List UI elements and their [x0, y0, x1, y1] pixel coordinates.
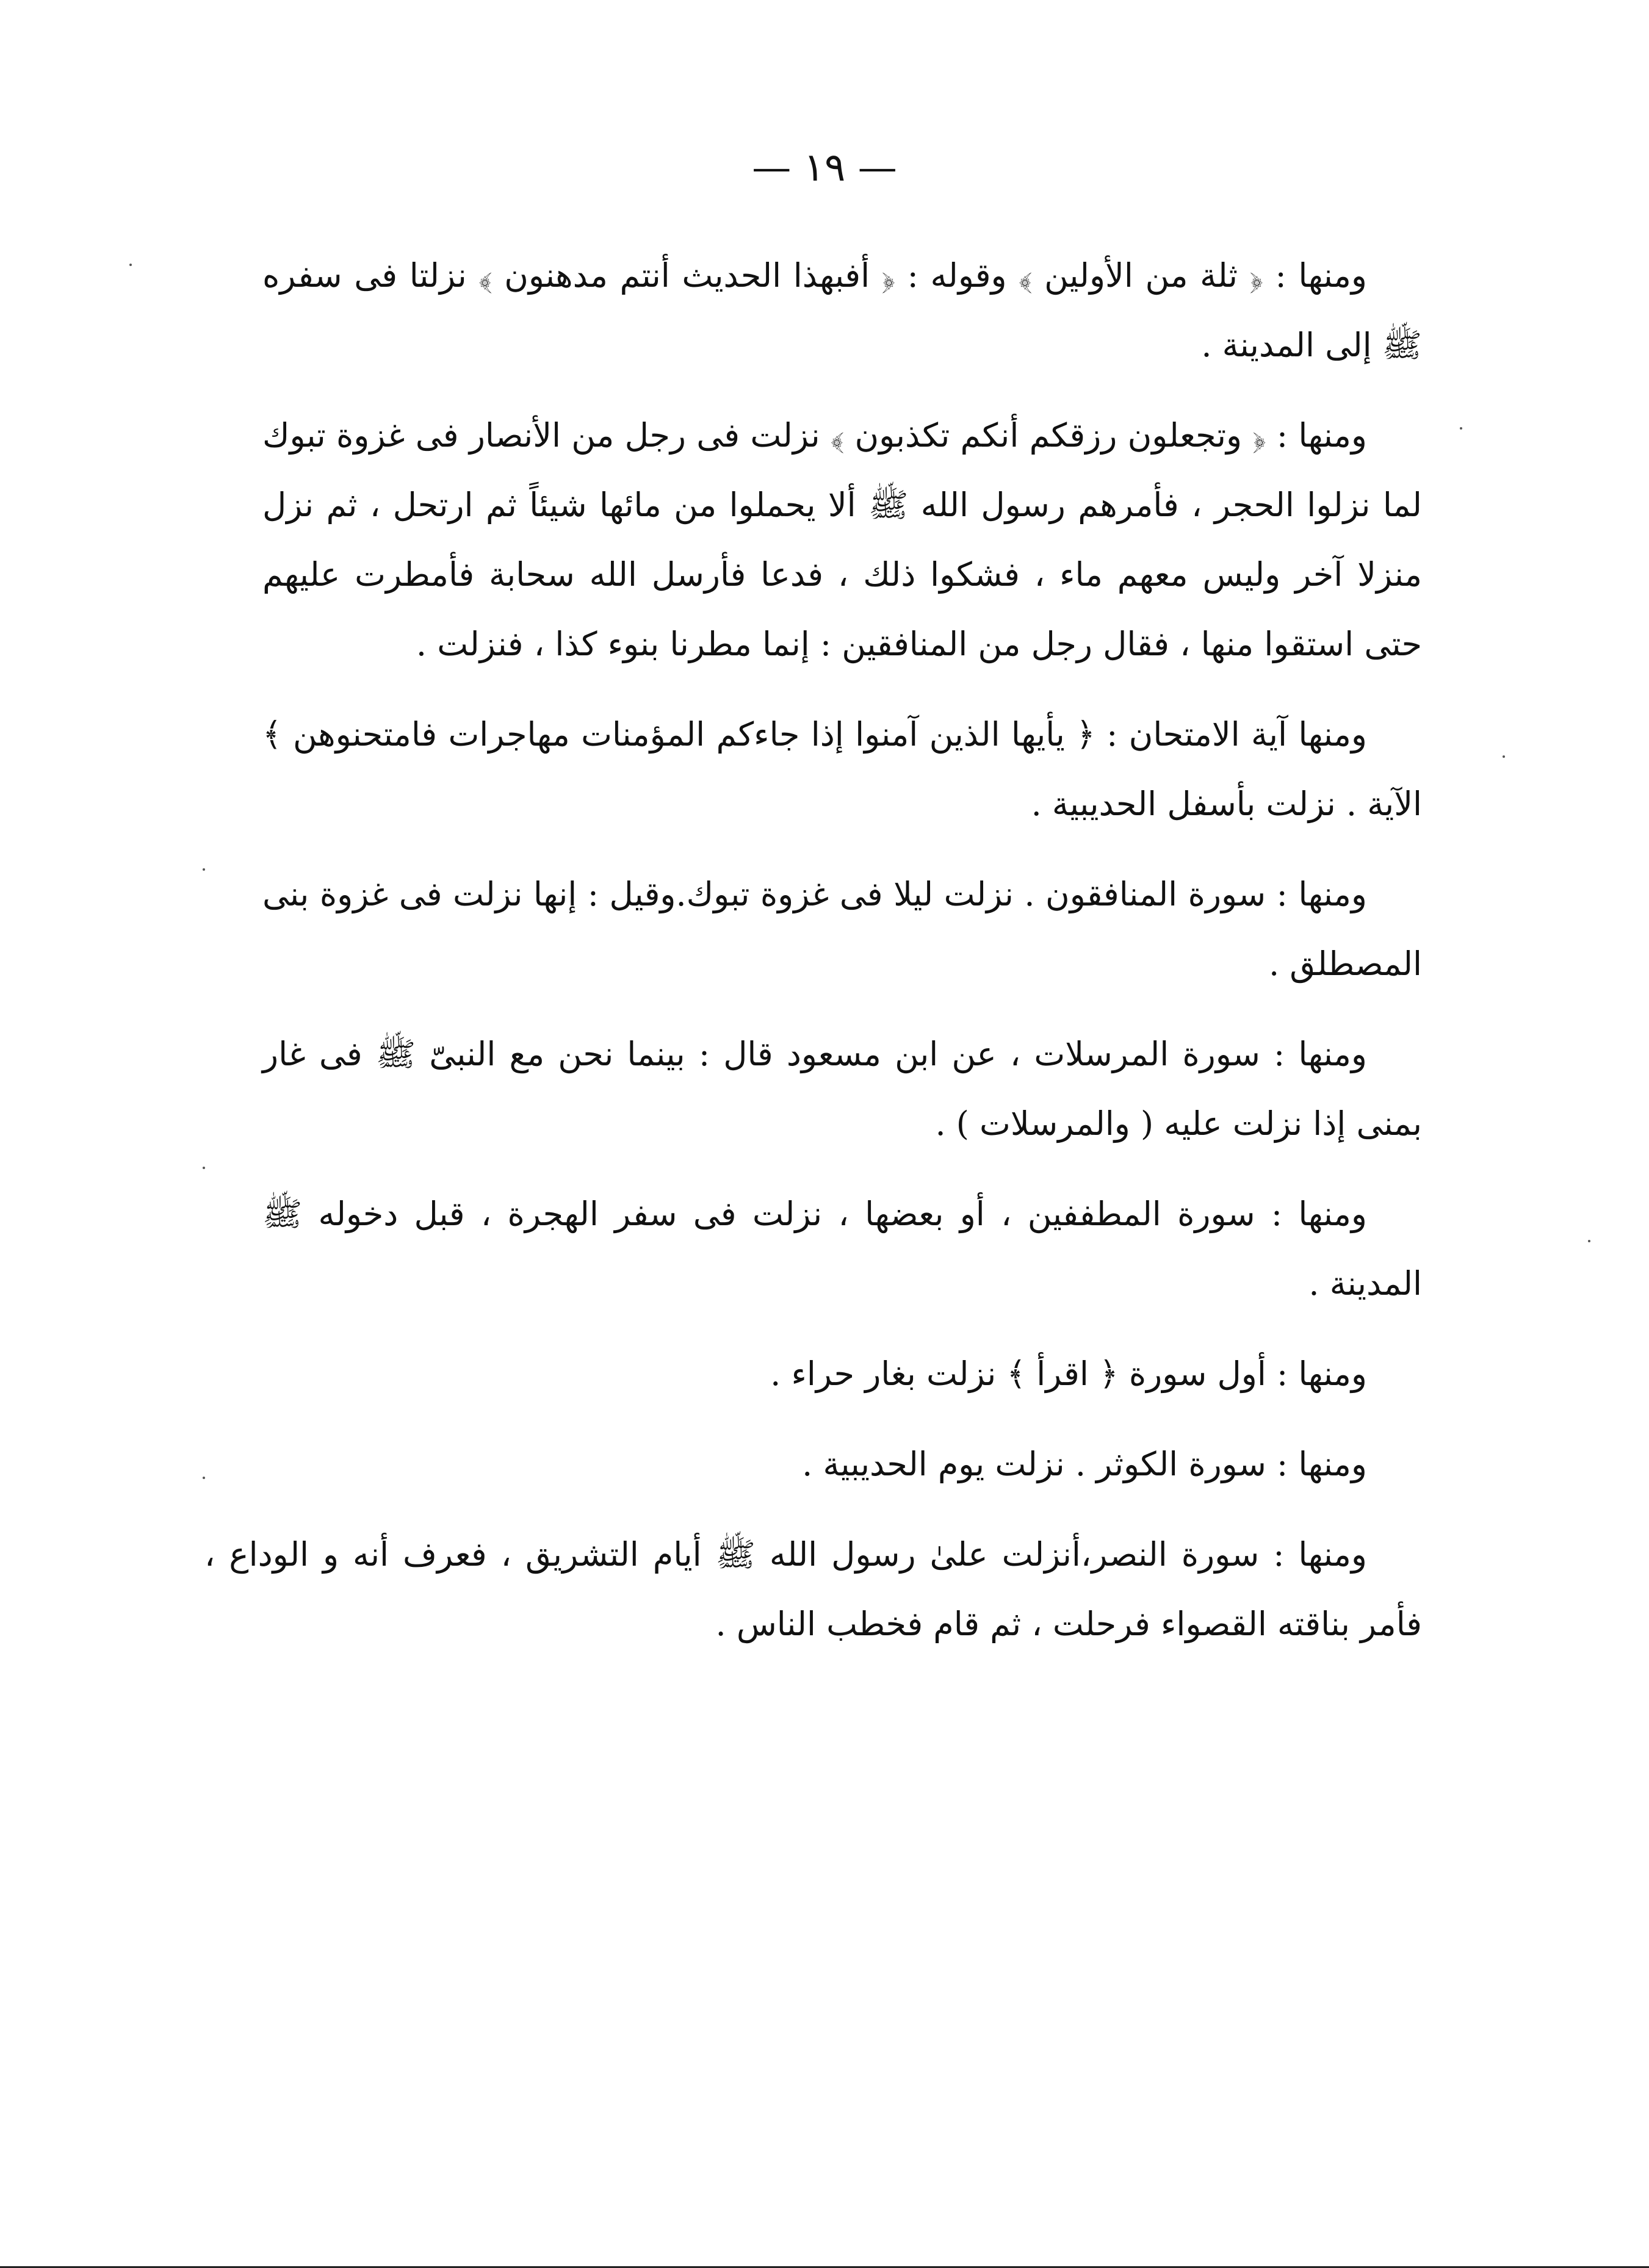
scan-speck — [203, 868, 205, 871]
scan-speck — [1588, 1240, 1590, 1242]
scan-speck — [129, 264, 132, 266]
paragraph-1: ومنها : ﴿ ثلة من الأولين ﴾ وقوله : ﴿ أفبهذا الحديث أنتم مدهنون ﴾ نزلتا فى سفره ﷺ إلى المدينة . — [262, 256, 1422, 364]
page-number: — ١٩ — — [752, 145, 897, 190]
paragraph-5: ومنها : سورة المرسلات ، عن ابن مسعود قال : بينما نحن مع النبىّ ﷺ فى غار بمنى إذا نزلت عليه ( والمرسلات ) . — [262, 1035, 1422, 1143]
paragraph-4: ومنها : سورة المنافقون . نزلت ليلا فى غزوة تبوك.وقيل : إنها نزلت فى غزوة بنى المصطلق . — [262, 875, 1422, 983]
scan-speck — [203, 1477, 205, 1479]
paragraph-6: ومنها : سورة المطففين ، أو بعضها ، نزلت فى سفر الهجرة ، قبل دخوله ﷺ المدينة . — [262, 1195, 1422, 1303]
paragraph-2: ومنها : ﴿ وتجعلون رزقكم أنكم تكذبون ﴾ نزلت فى رجل من الأنصار فى غزوة تبوك لما نزلوا الحجر ، فأمرهم رسول الله ﷺ ألا يحملوا من مائها شيئاً ثم ارتحل ، ثم نزل منزلا آخر وليس معهم ماء ، فشكوا ذلك ، فدعا فأرسل الله سحابة فأمطرت عليهم حتى استقوا منها ، فقال رجل من المنافقين : إنما مطرنا بنوء كذا ، فنزلت . — [262, 416, 1422, 663]
body-text — [204, 241, 1422, 1680]
paragraph-3: ومنها آية الامتحان : ﴿ يأيها الذين آمنوا إذا جاءكم المؤمنات مهاجرات فامتحنوهن ﴾ الآية . نزلت بأسفل الحديبية . — [262, 715, 1422, 823]
scan-speck — [203, 1167, 205, 1169]
paragraph-8: ومنها : سورة الكوثر . نزلت يوم الحديبية . — [802, 1445, 1367, 1483]
scan-speck — [1503, 755, 1505, 758]
scan-speck — [1460, 427, 1462, 430]
paragraph-7: ومنها : أول سورة ﴿ اقرأ ﴾ نزلت بغار حراء . — [770, 1355, 1367, 1393]
paragraph-9: ومنها : سورة النصر،أنزلت علىٰ رسول الله ﷺ أيام التشريق ، فعرف أنه و الوداع ، فأمر بناقته القصواء فرحلت ، ثم قام فخطب الناس . — [204, 1535, 1422, 1643]
